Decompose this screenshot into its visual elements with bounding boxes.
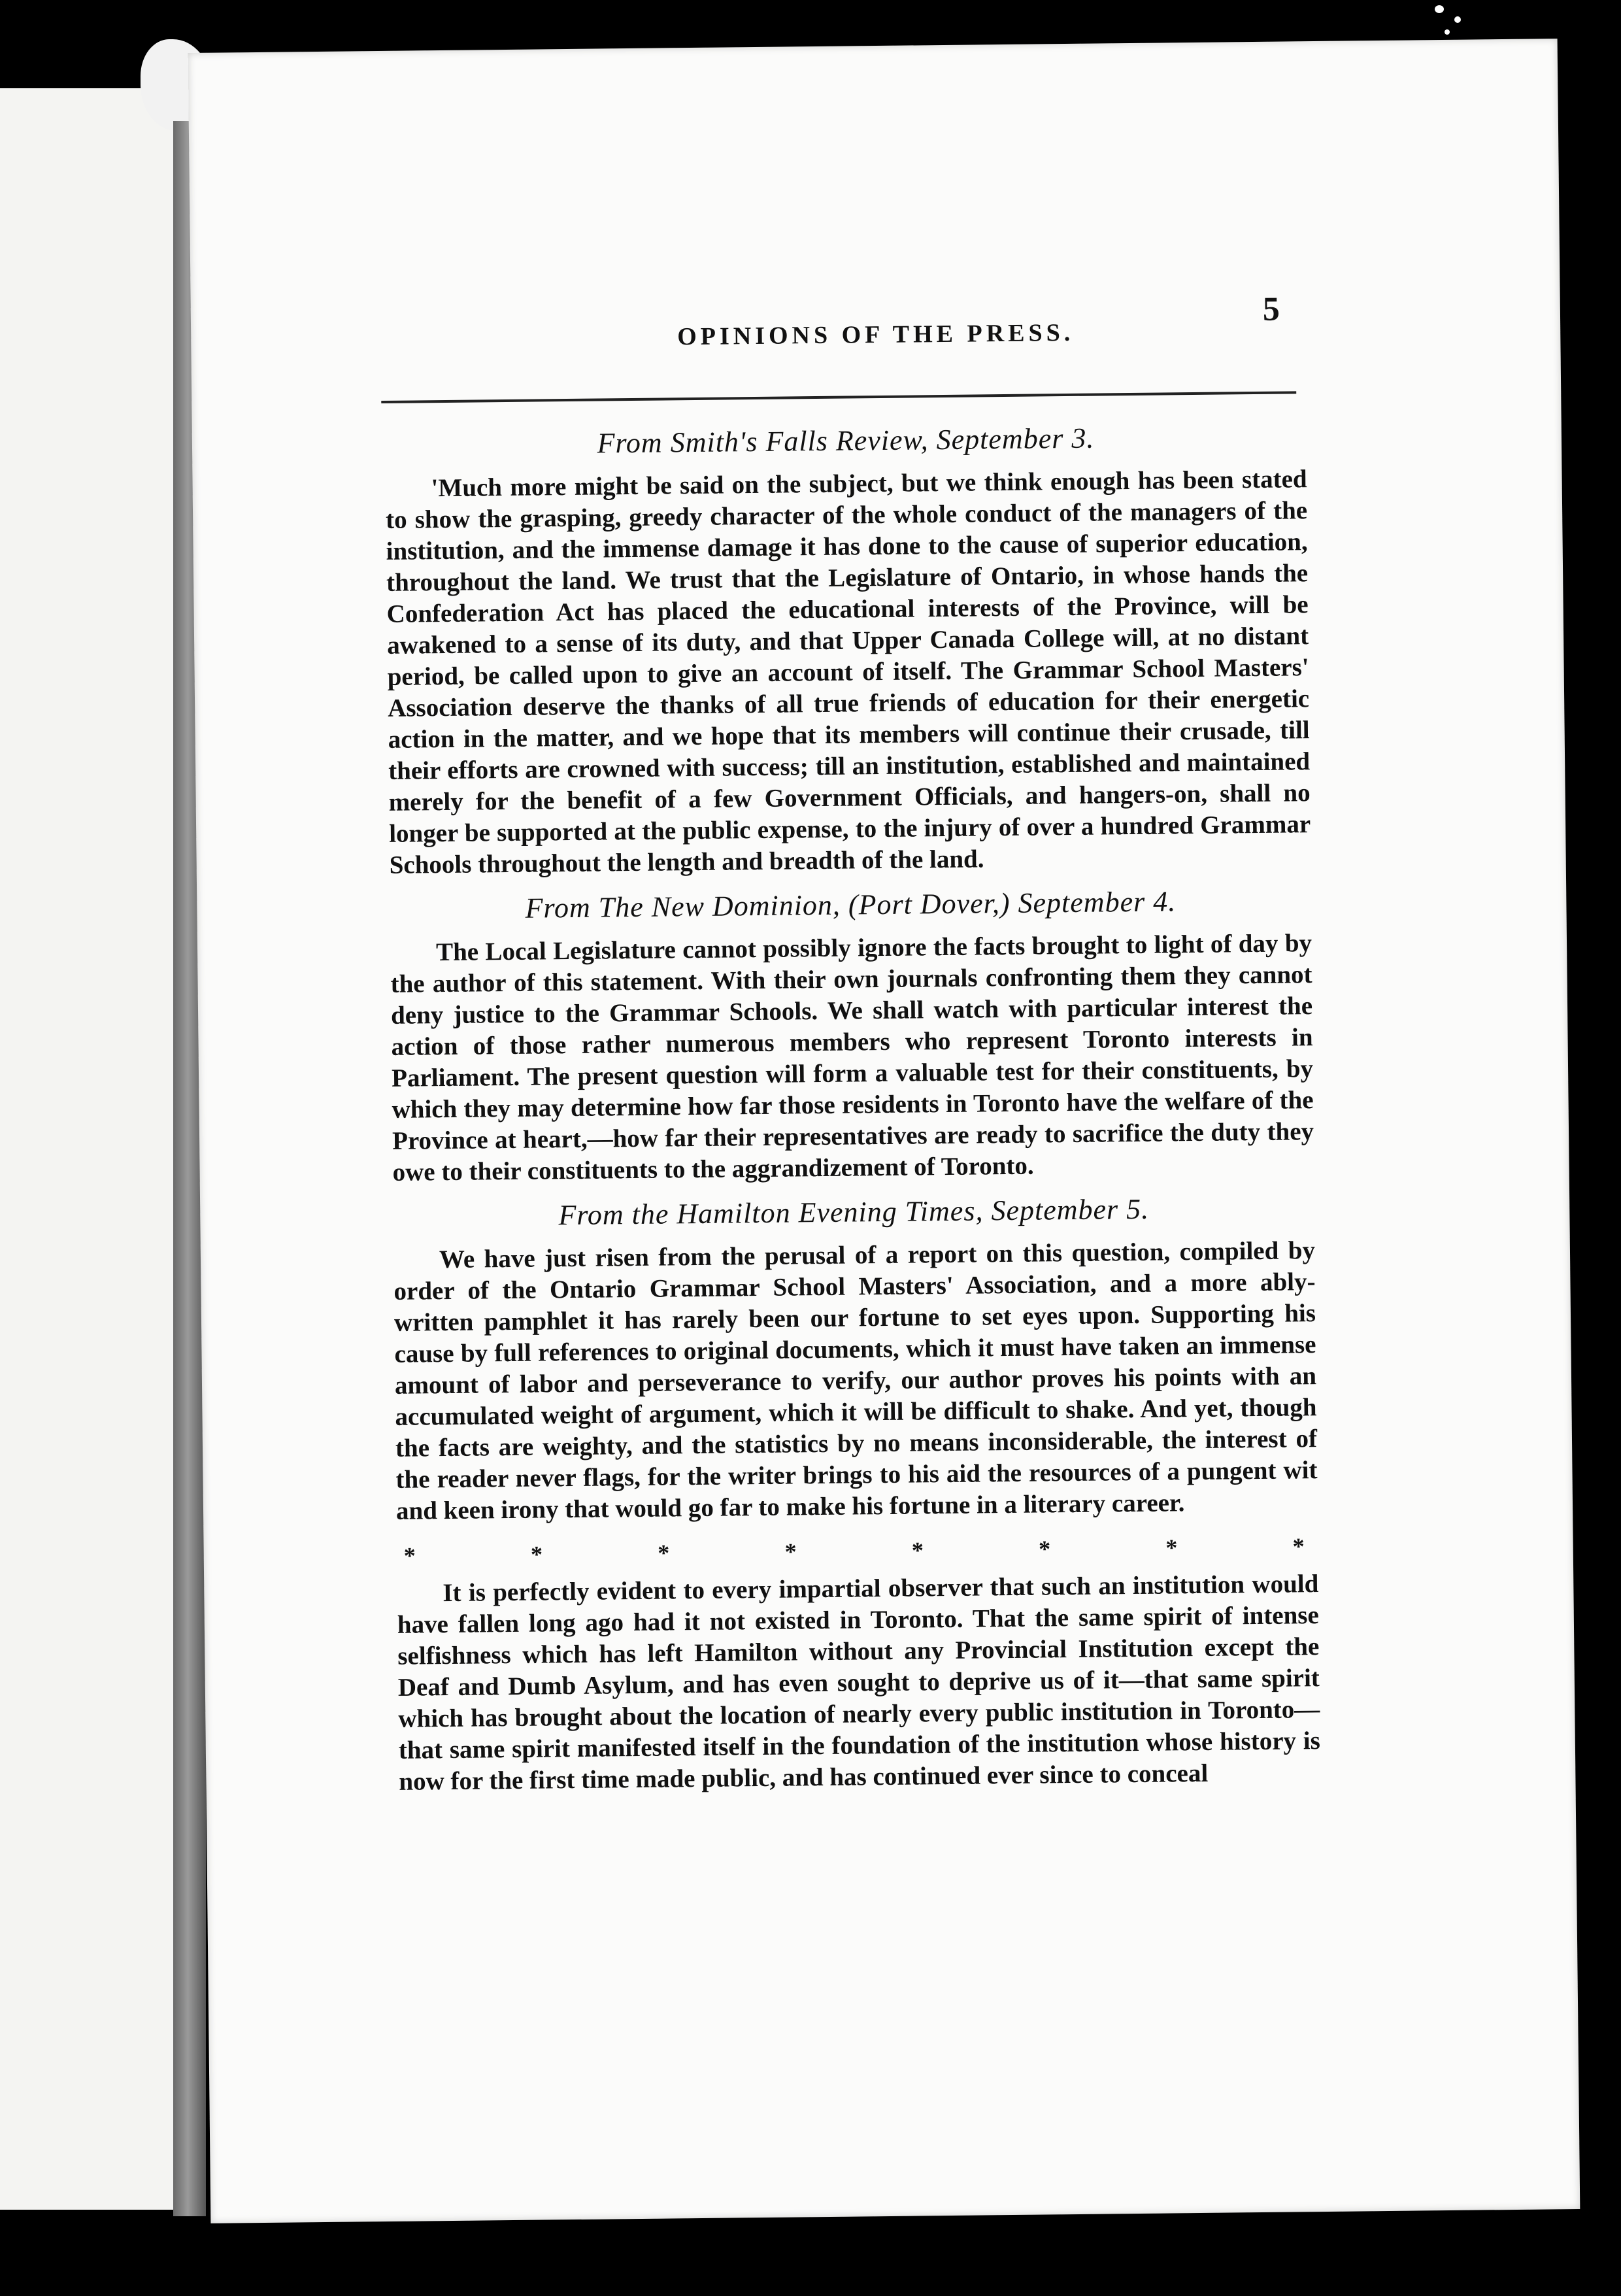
header-rule: [381, 391, 1296, 403]
facing-page-edge: [0, 88, 173, 2210]
star: *: [658, 1540, 670, 1566]
page-body: [385, 407, 1321, 1798]
speck: [1445, 29, 1450, 35]
star: *: [784, 1538, 797, 1565]
paragraph: It is perfectly evident to every impartial observer that such an institution would have fallen long ago had it not existed in Toronto. That the same spirit of intense selfishness which has left Hamilton without any Provincial Institution except the Deaf and Dumb Asylum, and has even sought to deprive us of it—that same spirit which has brought about the location of nearly every public institution in Toronto—that same spirit manifested itself in the foundation of the institution whose history is now for the first time made public, and has continued ever since to conceal: [397, 1570, 1321, 1796]
star: *: [911, 1537, 924, 1564]
running-head: OPINIONS OF THE PRESS.: [677, 318, 1075, 351]
section-break-stars: [397, 1530, 1312, 1572]
paragraph: We have just risen from the perusal of a report on this question, compiled by order of the Ontario Grammar School Masters' Association, and a more ably-written pamphlet it has rarely been our fortune to set eyes upon. Supporting his cause by full references to original documents, which it must have taken an immense amount of labor and perseverance to verify, our author proves his points with an accumulated weight of argument, which it will be difficult to shake. And yet, though the facts are weighty, and the statistics by no means inconsiderable, the interest of the reader never flags, for the writer brings to his aid the resources of a pungent wit and keen irony that would go far to make his fortune in a literary career.: [393, 1236, 1318, 1525]
page-number: 5: [1262, 290, 1280, 328]
paragraph: The Local Legislature cannot possibly ignore the facts brought to light of day by the author of this statement. With their own journals confronting them they cannot deny justice to the Grammar Schools. We shall watch with particular interest the action of those rather numerous members who represent Toronto interests in Parliament. The present question will form a valuable test for their constituents, by which they may determine how far those residents in Toronto have the welfare of the Province at heart,—how far their representatives are ready to sacrifice the duty they owe to their constituents to the aggrandizement of Toronto.: [390, 929, 1314, 1187]
section-title: From the Hamilton Evening Times, September 5.: [558, 1192, 1150, 1232]
section-title: From The New Dominion, (Port Dover,) September 4.: [525, 885, 1177, 924]
star: *: [530, 1541, 543, 1568]
star: *: [1165, 1534, 1178, 1561]
star: *: [1038, 1536, 1051, 1562]
star: *: [403, 1542, 416, 1569]
speck: [1435, 5, 1444, 13]
section-title: From Smith's Falls Review, September 3.: [597, 422, 1095, 460]
book-page: [188, 39, 1580, 2223]
paragraph: 'Much more might be said on the subject, but we think enough has been stated to show the grasping, greedy character of the whole conduct of the managers of the institution, and the immense damage it has done to the cause of superior education, throughout the land. We trust that the Legislature of Ontario, in whose hands the Confederation Act has placed the educational interests of the Province, will be awakened to a sense of its duty, and that Upper Canada College will, at no distant period, be called upon to give an account of itself. The Grammar School Masters' Association deserve the thanks of all true friends of education for their energetic action in the matter, and we hope that its members will continue their crusade, till their efforts are crowned with success; till an institution, established and maintained merely for the benefit of a few Government Officials, and hangers-on, shall no longer be supported at the public expense, to the injury of over a hundred Grammar Schools throughout the length and breadth of the land.: [385, 465, 1311, 879]
star: *: [1292, 1533, 1305, 1560]
speck: [1454, 16, 1461, 23]
